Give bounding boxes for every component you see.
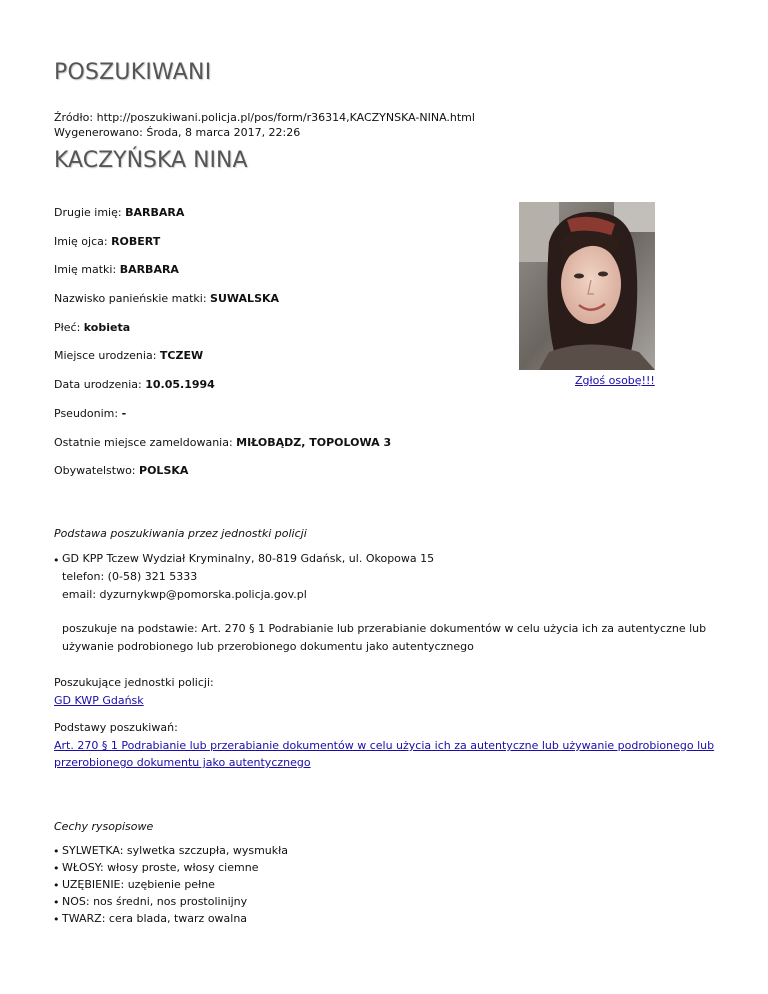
field-label: Miejsce urodzenia:: [54, 349, 157, 362]
search-basis-line-2: używanie podrobionego lub przerobionego dokumentu jako autentycznego: [62, 640, 474, 653]
field-label: Pseudonim:: [54, 407, 119, 420]
bullet-icon: •: [53, 913, 60, 926]
field-father-name: [54, 235, 160, 248]
unit-email: email: dyzurnykwp@pomorska.policja.gov.pl: [62, 588, 307, 601]
field-label: Obywatelstwo:: [54, 464, 136, 477]
features-heading: Cechy rysopisowe: [54, 820, 154, 833]
field-second-name: [54, 206, 184, 219]
source-line: [54, 111, 475, 124]
search-basis-line-1: poszukuje na podstawie: Art. 270 § 1 Podrabianie lub przerabianie dokumentów w celu użycia ich za autentyczne lub: [62, 622, 707, 635]
field-label: Data urodzenia:: [54, 378, 142, 391]
generated-value: Środa, 8 marca 2017, 22:26: [146, 126, 301, 139]
field-alias: [54, 407, 126, 420]
field-value: SUWALSKA: [210, 292, 280, 305]
report-person-link[interactable]: Zgłoś osobę!!!: [575, 374, 655, 387]
field-label: Nazwisko panieńskie matki:: [54, 292, 207, 305]
search-grounds-link-line-2[interactable]: przerobionego dokumentu jako autentycznego: [54, 756, 311, 769]
field-value: BARBARA: [119, 263, 179, 276]
feature-text: UZĘBIENIE: uzębienie pełne: [62, 878, 215, 891]
field-last-address: [54, 436, 391, 449]
field-value: ROBERT: [111, 235, 161, 248]
feature-text: TWARZ: cera blada, twarz owalna: [62, 912, 248, 925]
search-grounds-link-line-1[interactable]: Art. 270 § 1 Podrabianie lub przerabianie dokumentów w celu użycia ich za autentyczne lub używanie podrobionego lub: [54, 739, 715, 752]
field-label: Płeć:: [54, 321, 81, 334]
field-mother-maiden-name: [54, 292, 279, 305]
person-photo: [519, 202, 655, 370]
searching-units-label: Poszukujące jednostki policji:: [54, 676, 214, 689]
bullet-icon: •: [53, 862, 60, 875]
field-value: BARBARA: [125, 206, 185, 219]
field-label: Drugie imię:: [54, 206, 122, 219]
field-label: Imię matki:: [54, 263, 117, 276]
field-birthdate: [54, 378, 215, 391]
person-name: KACZYŃSKA NINA: [54, 148, 248, 173]
generated-line: [54, 126, 300, 139]
field-value: POLSKA: [139, 464, 189, 477]
feature-text: WŁOSY: włosy proste, włosy ciemne: [62, 861, 259, 874]
generated-label: Wygenerowano:: [54, 126, 143, 139]
field-value: -: [121, 407, 127, 420]
field-label: Imię ojca:: [54, 235, 108, 248]
field-citizenship: [54, 464, 188, 477]
source-url: http://poszukiwani.policja.pl/pos/form/r36314,KACZYNSKA-NINA.html: [96, 111, 475, 124]
source-label: Źródło:: [54, 111, 94, 124]
unit-address: GD KPP Tczew Wydział Kryminalny, 80-819 Gdańsk, ul. Okopowa 15: [62, 552, 435, 565]
field-value: kobieta: [83, 321, 131, 334]
field-mother-name: [54, 263, 179, 276]
search-grounds-label: Podstawy poszukiwań:: [54, 721, 178, 734]
field-label: Ostatnie miejsce zameldowania:: [54, 436, 233, 449]
basis-heading: Podstawa poszukiwania przez jednostki policji: [54, 527, 307, 540]
bullet-icon: •: [53, 896, 60, 909]
feature-text: NOS: nos średni, nos prostolinijny: [62, 895, 248, 908]
feature-text: SYLWETKA: sylwetka szczupła, wysmukła: [62, 844, 289, 857]
field-birthplace: [54, 349, 203, 362]
unit-phone: telefon: (0-58) 321 5333: [62, 570, 198, 583]
person-photo-image: [519, 202, 655, 370]
field-value: MIŁOBĄDZ, TOPOLOWA 3: [236, 436, 392, 449]
site-title: POSZUKIWANI: [54, 60, 212, 85]
field-sex: [54, 321, 130, 334]
searching-unit-link[interactable]: GD KWP Gdańsk: [54, 694, 144, 707]
field-value: 10.05.1994: [145, 378, 215, 391]
bullet-icon: •: [53, 879, 60, 892]
bullet-icon: •: [53, 845, 60, 858]
bullet-icon: •: [53, 554, 60, 567]
field-value: TCZEW: [159, 349, 204, 362]
